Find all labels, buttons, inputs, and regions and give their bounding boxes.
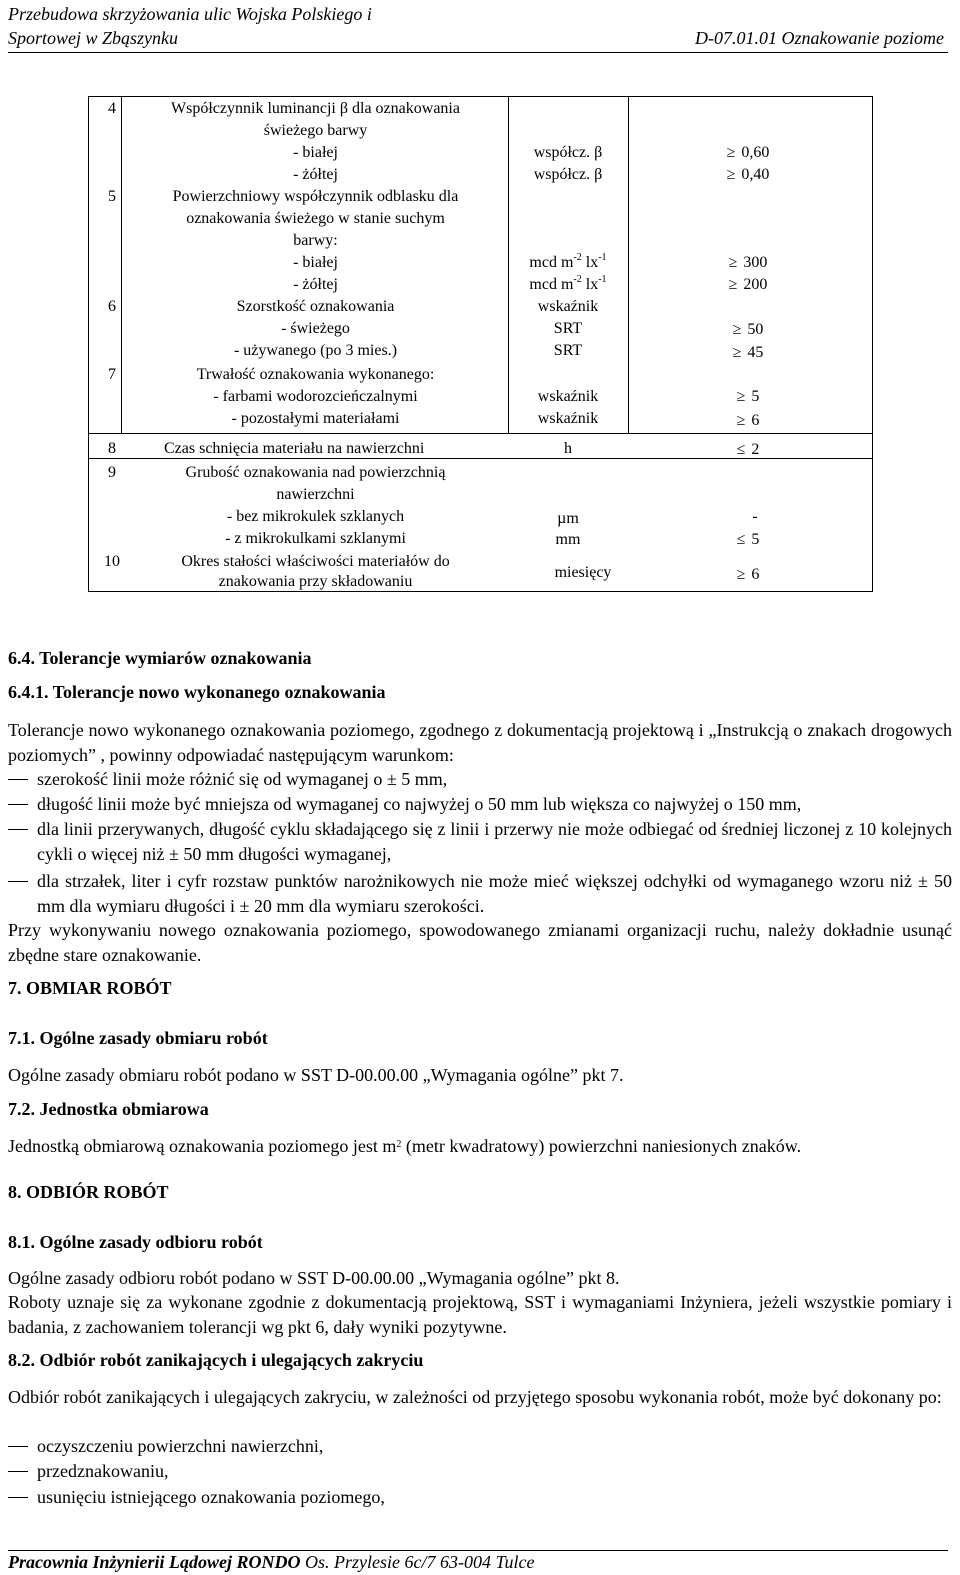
row-desc-line: - świeżego [281, 320, 350, 337]
paragraph: Przy wykonywaniu nowego oznakowania poziomego, spowodowanego zmianami organizacji ruchu, należy dokładnie usunąć zbędne stare oznakowanie. [8, 920, 952, 965]
row-number: 7 [108, 366, 116, 383]
table-border-left [88, 96, 89, 592]
unit-sup: -1 [598, 252, 607, 263]
row-number: 8 [108, 440, 116, 457]
row-value: ≥ 6 [698, 412, 798, 430]
dash-bullet [8, 1446, 28, 1447]
header-title-line1: Przebudowa skrzyżowania ulic Wojska Polskiego i [8, 4, 372, 24]
row-desc-line: - żółtej [293, 276, 338, 293]
paragraph: Roboty uznaje się za wykonane zgodnie z dokumentacją projektową, SST i wymaganiami Inżyniera, jeżeli wszystkie pomiary i badania, z zachowaniem tolerancji wg pkt 6, dały wyniki pozytywne. [8, 1292, 952, 1337]
dash-bullet [8, 829, 28, 830]
row-desc-line: Szorstkość oznakowania [236, 298, 395, 315]
row-unit [508, 276, 628, 294]
row-desc-line: znakowania przy składowaniu [218, 573, 413, 590]
row-value: ≥ 0,40 [698, 166, 798, 184]
row-desc-line: barwy: [293, 232, 338, 249]
paragraph-text: Jednostką obmiarową oznakowania poziomego jest m [8, 1136, 397, 1156]
row-number: 5 [108, 188, 116, 205]
paragraph: Ogólne zasady obmiaru robót podano w SST D-00.00.00 „Wymagania ogólne” pkt 7. [8, 1065, 624, 1085]
row-unit: wskaźnik [537, 388, 599, 405]
table-col-divider [628, 96, 629, 434]
row-value: ≥ 50 [698, 321, 798, 339]
list-item [8, 1434, 952, 1459]
row-desc-line: - pozostałymi materiałami [231, 410, 400, 427]
section-heading: 7.1. Ogólne zasady obmiaru robót [8, 1028, 268, 1048]
list-item-text: dla strzałek, liter i cyfr rozstaw punktów narożnikowych nie może mieć większej odchyłki od wymaganego wzoru niż ± 50 mm dla wymiaru długości i ± 20 mm dla wymiaru szerokości. [37, 871, 952, 916]
section-heading: 7.2. Jednostka obmiarowa [8, 1099, 209, 1119]
row-desc-line: Okres stałości właściwości materiałów do [181, 553, 450, 570]
row-unit: SRT [553, 320, 583, 337]
requirements-table [88, 96, 873, 592]
page-footer [8, 1552, 535, 1573]
row-desc-line: nawierzchni [276, 486, 355, 503]
row-value: - [752, 508, 758, 525]
dash-bullet [8, 1497, 28, 1498]
row-unit: współcz. β [533, 166, 603, 183]
section-heading: 6.4. Tolerancje wymiarów oznakowania [8, 648, 312, 668]
section-heading: 6.4.1. Tolerancje nowo wykonanego oznakowania [8, 682, 386, 702]
row-desc-line: - białej [293, 254, 338, 271]
row-value: ≥ 45 [698, 344, 798, 362]
row-number: 4 [108, 100, 116, 117]
row-desc-line: - żółtej [293, 166, 338, 183]
list-item-text: oczyszczeniu powierzchni nawierzchni, [37, 1436, 324, 1456]
row-value: ≤ 5 [698, 531, 798, 549]
section-heading: 8.1. Ogólne zasady odbioru robót [8, 1232, 263, 1252]
section-heading: 7. OBMIAR ROBÓT [8, 978, 172, 998]
list-item-text: długość linii może być mniejsza od wymaganej co najwyżej o 50 mm lub większa co najwyżej o 150 mm, [37, 794, 802, 814]
row-number: 10 [104, 553, 120, 570]
list-item-text: usunięciu istniejącego oznakowania poziomego, [37, 1487, 385, 1507]
dash-bullet [8, 1471, 28, 1472]
row-desc-line: świeżego barwy [263, 122, 368, 139]
section-heading: 8. ODBIÓR ROBÓT [8, 1182, 169, 1202]
superscript: 2 [396, 1139, 402, 1150]
row-desc-line: Trwałość oznakowania wykonanego: [196, 366, 435, 383]
row-desc-line: - bez mikrokulek szklanych [226, 508, 405, 525]
table-border-right [872, 96, 873, 592]
row-desc-line: Powierzchniowy współczynnik odblasku dla [172, 188, 459, 205]
header-doc-code: D-07.01.01 Oznakowanie poziome [695, 28, 944, 48]
footer-company: Pracownia Inżynierii Lądowej RONDO [8, 1552, 301, 1572]
row-value: ≥ 200 [698, 276, 798, 294]
list-item-text: dla linii przerywanych, długość cyklu składającego się z linii i przerwy nie może odbiegać od średniej liczonej z 10 kolejnych cykli o więcej niż ± 50 mm długości wymaganej, [37, 819, 952, 864]
paragraph: Ogólne zasady odbioru robót podano w SST D-00.00.00 „Wymagania ogólne” pkt 8. [8, 1268, 620, 1288]
row-desc-line: Czas schnięcia materiału na nawierzchni [164, 440, 425, 457]
row-number: 9 [108, 464, 116, 481]
row-number: 6 [108, 298, 116, 315]
row-desc-line: Grubość oznakowania nad powierzchnią [185, 464, 446, 481]
row-desc-line: oznakowania świeżego w stanie suchym [186, 210, 445, 227]
row-unit: wskaźnik [537, 410, 599, 427]
row-desc-line: - farbami wodorozcieńczalnymi [213, 388, 418, 405]
row-desc-line: - białej [293, 144, 338, 161]
footer-address: Os. Przylesie 6c/7 63-004 Tulce [300, 1552, 535, 1572]
row-unit [508, 254, 628, 272]
row-unit: h [564, 440, 572, 457]
unit-lx: lx [581, 254, 599, 271]
table-row-divider [88, 433, 873, 434]
list-item [8, 817, 952, 867]
row-value: ≥ 6 [698, 566, 798, 584]
list-item-text: szerokość linii może różnić się od wymaganej o ± 5 mm, [37, 769, 448, 789]
unit-lx: lx [581, 276, 599, 293]
row-desc-line: - z mikrokulkami szklanymi [225, 530, 406, 547]
unit-sup: -2 [573, 274, 582, 285]
row-desc-line: - używanego (po 3 mies.) [233, 342, 398, 359]
list-item-text: przedznakowaniu, [37, 1461, 169, 1481]
row-unit: µm [557, 510, 579, 527]
row-value: ≤ 2 [698, 441, 798, 459]
row-unit: SRT [553, 342, 583, 359]
table-border-bottom [88, 591, 873, 592]
paragraph-text: (metr kwadratowy) powierzchni naniesionych znaków. [401, 1136, 802, 1156]
row-value: ≥ 5 [698, 388, 798, 406]
row-unit: mm [555, 531, 581, 548]
row-unit: współcz. β [533, 144, 603, 161]
row-value: ≥ 300 [698, 254, 798, 272]
dash-bullet [8, 881, 28, 882]
row-unit: miesięcy [554, 564, 612, 581]
paragraph [8, 1134, 952, 1159]
unit-sup: -2 [573, 252, 582, 263]
header-rule [8, 52, 948, 53]
list-item [8, 1485, 952, 1510]
dash-bullet [8, 779, 28, 780]
dash-bullet [8, 804, 28, 805]
unit-text: mcd m [529, 276, 574, 293]
list-item [8, 869, 952, 919]
list-item [8, 792, 952, 817]
paragraph: Tolerancje nowo wykonanego oznakowania poziomego, zgodnego z dokumentacją projektową i „Instrukcją o znakach drogowych poziomych” , powinny odpowiadać następującym warunkom: [8, 720, 952, 765]
table-border-top [88, 96, 873, 97]
page-header-title [8, 2, 372, 50]
row-value: ≥ 0,60 [698, 144, 798, 162]
list-item [8, 1459, 952, 1484]
footer-rule [8, 1550, 948, 1551]
section-heading: 8.2. Odbiór robót zanikających i ulegających zakryciu [8, 1350, 424, 1370]
list-item [8, 767, 952, 792]
row-unit: wskaźnik [537, 298, 599, 315]
header-title-line2: Sportowej w Zbąszynku [8, 28, 179, 48]
table-col-divider [121, 96, 122, 434]
unit-text: mcd m [529, 254, 574, 271]
unit-sup: -1 [598, 274, 607, 285]
paragraph: Odbiór robót zanikających i ulegających zakryciu, w zależności od przyjętego sposobu wykonania robót, może być dokonany po: [8, 1387, 942, 1407]
row-desc-line: Współczynnik luminancji β dla oznakowania [171, 100, 460, 117]
